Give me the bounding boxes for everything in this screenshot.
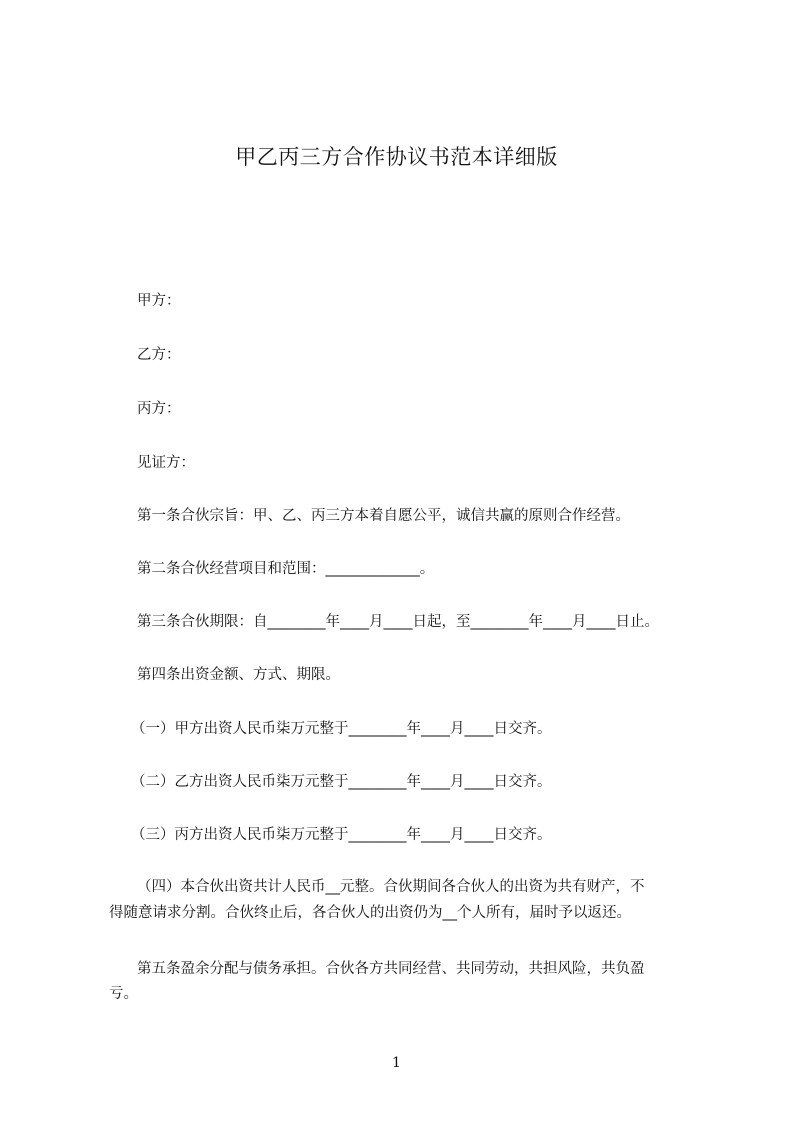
page-number: 1 <box>392 1055 401 1071</box>
party-b-label: 乙方： <box>137 347 181 363</box>
article-3: 第三条合伙期限：自________年____月____日起，至________年____月____日止。 <box>137 614 659 630</box>
document-title: 甲乙丙三方合作协议书范本详细版 <box>235 145 558 169</box>
article-4: 第四条出资金额、方式、期限。 <box>137 667 340 683</box>
article-4-item-4-line-1: （四）本合伙出资共计人民币__元整。合伙期间各合伙人的出资为共有财产，不 <box>137 879 645 895</box>
article-2: 第二条合伙经营项目和范围：_____________。 <box>137 561 435 577</box>
article-4-item-3: （三）丙方出资人民币柒万元整于________年____月____日交齐。 <box>131 827 552 843</box>
party-c-label: 丙方： <box>137 401 181 417</box>
article-5-line-2: 亏。 <box>109 986 138 1002</box>
article-1: 第一条合伙宗旨：甲、乙、丙三方本着自愿公平，诚信共赢的原则合作经营。 <box>137 508 630 524</box>
party-a-label: 甲方： <box>137 293 181 309</box>
article-5-line-1: 第五条盈余分配与债务承担。合伙各方共同经营、共同劳动，共担风险，共负盈 <box>137 961 645 977</box>
article-4-item-2: （二）乙方出资人民币柒万元整于________年____月____日交齐。 <box>131 774 552 790</box>
article-4-item-1: （一）甲方出资人民币柒万元整于________年____月____日交齐。 <box>131 721 552 737</box>
witness-label: 见证方： <box>137 455 195 471</box>
article-4-item-4-line-2: 得随意请求分割。合伙终止后，各合伙人的出资仍为__个人所有，届时予以返还。 <box>109 905 631 921</box>
